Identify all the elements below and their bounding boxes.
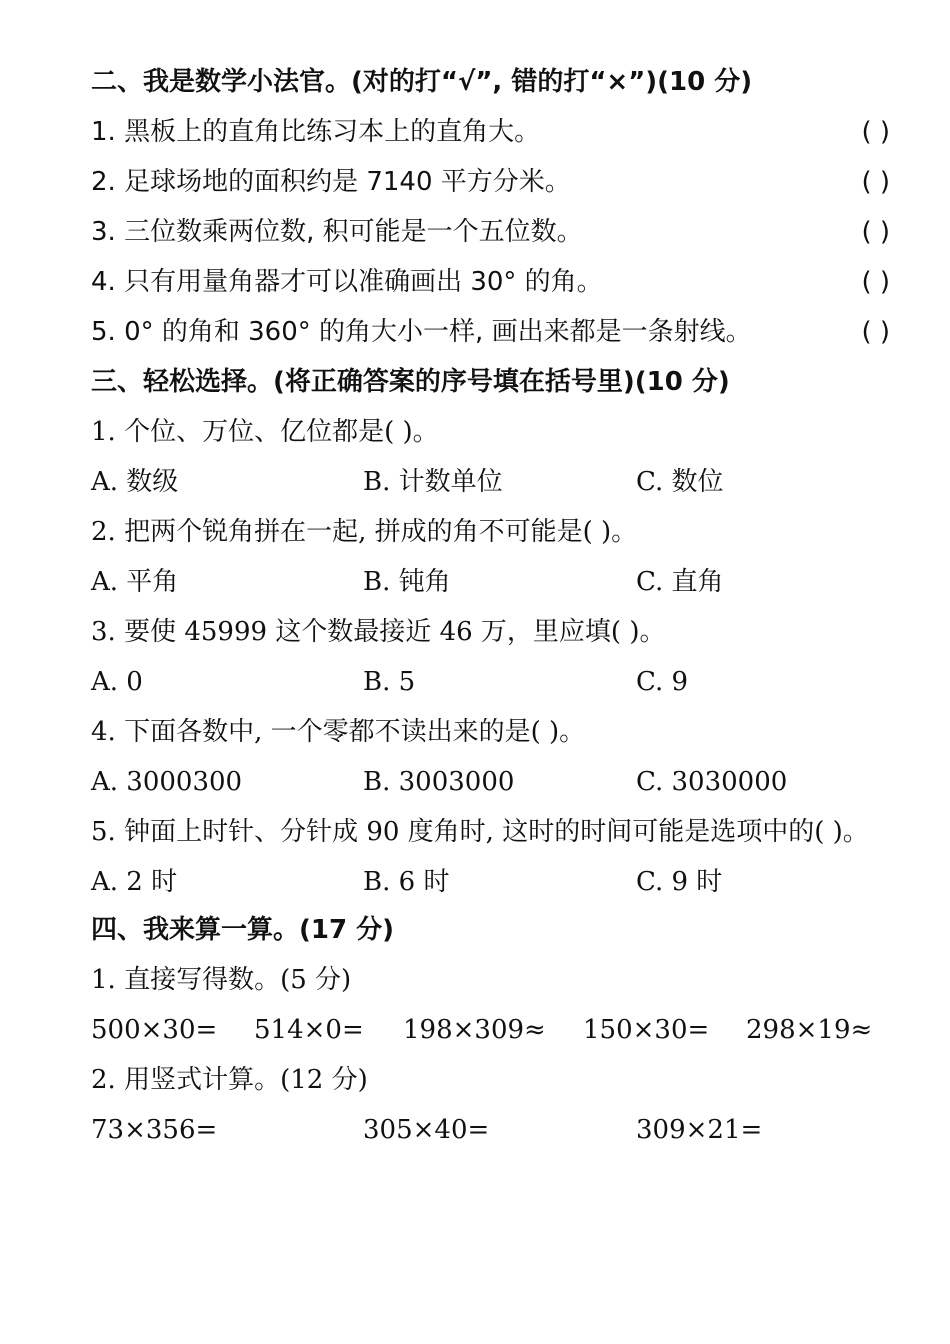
section3-heading: 三、轻松选择。(将正确答案的序号填在括号里)(10 分) — [91, 367, 730, 397]
part2-title: 2. 用竖式计算。(12 分) — [91, 1065, 368, 1095]
question-text: 1. 个位、万位、亿位都是( )。 — [91, 417, 439, 447]
option-b[interactable]: B. 3003000 — [363, 767, 515, 797]
option-row — [91, 762, 890, 802]
option-c[interactable]: C. 9 — [636, 667, 689, 697]
option-row — [91, 862, 890, 902]
question-text: 5. 钟面上时针、分针成 90 度角时, 这时的时间可能是选项中的( )。 — [91, 817, 869, 847]
question-text: 4. 下面各数中, 一个零都不读出来的是( )。 — [91, 717, 586, 747]
calc-item[interactable]: 309×21= — [636, 1115, 763, 1145]
option-b[interactable]: B. 计数单位 — [363, 467, 503, 497]
option-c[interactable]: C. 直角 — [636, 567, 724, 597]
true-false-item — [91, 162, 890, 202]
option-row — [91, 462, 890, 502]
answer-blank[interactable]: ( ) — [861, 167, 890, 197]
calc-item[interactable]: 298×19≈ — [746, 1015, 873, 1045]
calc-item[interactable]: 73×356= — [91, 1115, 218, 1145]
calc-item[interactable]: 305×40= — [363, 1115, 490, 1145]
calc-item[interactable]: 198×309≈ — [403, 1015, 546, 1045]
true-false-item — [91, 262, 890, 302]
item-text: 2. 足球场地的面积约是 7140 平方分米。 — [91, 167, 571, 197]
calc-item[interactable]: 500×30= — [91, 1015, 218, 1045]
option-b[interactable]: B. 6 时 — [363, 867, 450, 897]
answer-blank[interactable]: ( ) — [861, 117, 890, 147]
true-false-item — [91, 212, 890, 252]
vertical-calc-row — [91, 1110, 890, 1150]
true-false-item — [91, 112, 890, 152]
option-a[interactable]: A. 2 时 — [91, 867, 178, 897]
option-row — [91, 662, 890, 702]
option-a[interactable]: A. 数级 — [91, 467, 179, 497]
true-false-item — [91, 312, 890, 352]
option-c[interactable]: C. 3030000 — [636, 767, 788, 797]
item-text: 3. 三位数乘两位数, 积可能是一个五位数。 — [91, 217, 583, 247]
option-a[interactable]: A. 平角 — [91, 567, 179, 597]
section2-heading: 二、我是数学小法官。(对的打“√”, 错的打“×”)(10 分) — [91, 67, 753, 97]
option-c[interactable]: C. 9 时 — [636, 867, 723, 897]
calc-item[interactable]: 514×0= — [254, 1015, 364, 1045]
option-b[interactable]: B. 5 — [363, 667, 416, 697]
question-text: 2. 把两个锐角拼在一起, 拼成的角不可能是( )。 — [91, 517, 638, 547]
item-text: 1. 黑板上的直角比练习本上的直角大。 — [91, 117, 541, 147]
item-text: 5. 0° 的角和 360° 的角大小一样, 画出来都是一条射线。 — [91, 317, 752, 347]
option-row — [91, 562, 890, 602]
answer-blank[interactable]: ( ) — [861, 267, 890, 297]
question-text: 3. 要使 45999 这个数最接近 46 万，里应填( )。 — [91, 617, 666, 647]
section4-heading: 四、我来算一算。(17 分) — [91, 915, 394, 945]
option-c[interactable]: C. 数位 — [636, 467, 724, 497]
item-text: 4. 只有用量角器才可以准确画出 30° 的角。 — [91, 267, 603, 297]
answer-blank[interactable]: ( ) — [861, 317, 890, 347]
option-a[interactable]: A. 0 — [91, 667, 143, 697]
option-b[interactable]: B. 钝角 — [363, 567, 451, 597]
answer-blank[interactable]: ( ) — [861, 217, 890, 247]
mental-calc-row — [91, 1010, 890, 1050]
calc-item[interactable]: 150×30= — [583, 1015, 710, 1045]
part1-title: 1. 直接写得数。(5 分) — [91, 965, 352, 995]
option-a[interactable]: A. 3000300 — [91, 767, 243, 797]
